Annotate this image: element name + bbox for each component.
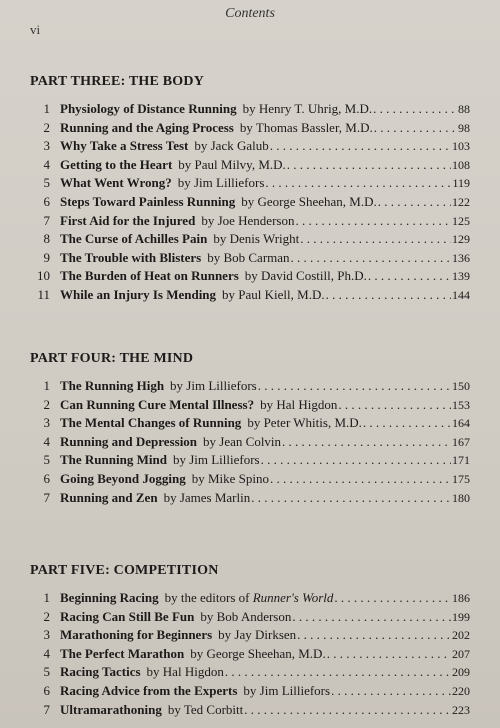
chapter-number: 6 — [43, 682, 50, 698]
page-ref: 108 — [452, 157, 470, 172]
chapter-author — [178, 156, 286, 174]
author-text: by Jim Lilliefors — [243, 682, 331, 698]
dot-leader — [368, 267, 451, 285]
page-ref: 202 — [452, 628, 470, 643]
chapter-title: Racing Tactics — [60, 664, 141, 680]
dot-leader — [265, 174, 451, 192]
chapter-number: 2 — [43, 608, 50, 624]
author-text: by Denis Wright — [213, 231, 300, 247]
chapter-author — [194, 137, 268, 155]
dot-leader — [297, 626, 451, 644]
toc-entry — [30, 119, 470, 138]
toc-entry — [30, 193, 470, 212]
chapter-title: Running and Zen — [60, 489, 158, 505]
chapter-author — [164, 489, 251, 507]
chapter-author — [241, 193, 377, 211]
toc-entry — [30, 286, 470, 305]
chapter-title: Racing Can Still Be Fun — [60, 608, 195, 624]
chapter-title: Marathoning for Beginners — [60, 627, 213, 643]
part-five-section — [30, 563, 470, 719]
chapter-number: 8 — [43, 231, 50, 247]
author-text: by Joe Henderson — [201, 212, 295, 228]
chapter-author — [222, 286, 325, 304]
page-ref: 136 — [452, 250, 470, 265]
chapter-title: The Curse of Achilles Pain — [60, 231, 208, 247]
author-text: by Henry T. Uhrig, M.D. — [242, 101, 373, 116]
toc-entry — [30, 396, 470, 415]
part-three-section — [30, 74, 470, 305]
author-text: by David Costill, Ph.D. — [244, 268, 367, 284]
chapter-title: The Mental Changes of Running — [60, 415, 242, 431]
toc-entry — [30, 377, 470, 396]
chapter-number: 5 — [43, 452, 50, 468]
chapter-title: Can Running Cure Mental Illness? — [60, 396, 255, 412]
chapter-number: 10 — [37, 268, 50, 284]
chapter-author — [165, 589, 334, 607]
author-text: by Jim Lilliefors — [170, 378, 257, 393]
chapter-number: 2 — [43, 119, 50, 135]
toc-entry — [30, 589, 470, 608]
chapter-number: 1 — [43, 590, 50, 605]
chapter-author — [260, 396, 337, 414]
toc-entry — [30, 267, 470, 286]
toc-entry — [30, 645, 470, 664]
toc-entry — [30, 489, 470, 508]
toc-entry — [30, 626, 470, 645]
dot-leader — [378, 193, 451, 211]
chapter-author — [243, 682, 330, 700]
toc-entry — [30, 156, 470, 175]
chapter-author — [213, 230, 299, 248]
entry-list — [30, 589, 470, 719]
toc-entry — [30, 174, 470, 193]
chapter-title: What Went Wrong? — [60, 175, 172, 191]
chapter-number: 5 — [43, 175, 50, 191]
chapter-author — [200, 608, 291, 626]
toc-entry — [30, 451, 470, 470]
page-ref: 209 — [452, 665, 470, 680]
author-text: by Jim Lilliefors — [177, 175, 265, 191]
publication-title: Runner's World — [252, 590, 334, 605]
chapter-number: 1 — [43, 378, 50, 393]
chapter-title: The Running High — [60, 378, 165, 393]
part-title: PART THREE: THE BODY — [30, 74, 205, 89]
chapter-title: Ultramarathoning — [60, 701, 162, 717]
dot-leader — [270, 470, 451, 488]
chapter-author — [247, 414, 362, 432]
chapter-title: The Running Mind — [60, 452, 167, 468]
author-text: by Hal Higdon — [260, 396, 338, 412]
page-ref: 129 — [452, 232, 470, 247]
chapter-title: Getting to the Heart — [60, 156, 173, 172]
author-text: by Bob Anderson — [200, 608, 292, 624]
dot-leader — [300, 230, 451, 248]
chapter-author — [203, 433, 281, 451]
chapter-title: Physiology of Distance Running — [60, 101, 237, 116]
chapter-author — [218, 626, 296, 644]
chapter-title: Why Take a Stress Test — [60, 138, 189, 154]
dot-leader — [338, 396, 451, 414]
chapter-author — [207, 249, 289, 267]
chapter-author — [147, 663, 224, 681]
toc-entry — [30, 433, 470, 452]
dot-leader — [334, 589, 451, 607]
dot-leader — [363, 414, 451, 432]
chapter-author — [190, 645, 326, 663]
page-ref: 207 — [452, 646, 470, 661]
author-text: by Paul Kiell, M.D. — [222, 286, 325, 302]
dot-leader — [287, 156, 451, 174]
page-ref: 119 — [452, 176, 470, 191]
chapter-number: 1 — [43, 101, 50, 116]
page-ref: 98 — [458, 120, 470, 135]
chapter-author — [173, 451, 260, 469]
author-text: by Paul Milvy, M.D. — [178, 156, 286, 172]
chapter-title: Going Beyond Jogging — [60, 470, 186, 486]
dot-leader — [374, 119, 457, 137]
dot-leader — [244, 701, 451, 719]
author-text: by Jean Colvin — [203, 433, 282, 449]
dot-leader — [327, 645, 451, 663]
author-text: by Jay Dirksen — [218, 627, 297, 643]
chapter-number: 4 — [43, 645, 50, 661]
chapter-number: 6 — [43, 193, 50, 209]
page-ref: 153 — [452, 397, 470, 412]
part-title: PART FIVE: COMPETITION — [30, 563, 219, 578]
author-text: by Thomas Bassler, M.D. — [239, 119, 373, 135]
toc-entry — [30, 137, 470, 156]
dot-leader — [326, 286, 451, 304]
dot-leader — [258, 377, 451, 395]
author-text: by James Marlin — [163, 489, 251, 505]
page-ref: 139 — [452, 269, 470, 284]
chapter-title: The Trouble with Blisters — [60, 249, 202, 265]
chapter-title: Running and the Aging Process — [60, 119, 234, 135]
page-ref: 199 — [452, 609, 470, 624]
chapter-number: 4 — [43, 433, 50, 449]
chapter-author — [170, 377, 257, 395]
chapter-title: Steps Toward Painless Running — [60, 193, 236, 209]
toc-entry — [30, 212, 470, 231]
dot-leader — [225, 663, 451, 681]
page-ref: 164 — [452, 416, 470, 431]
chapter-number: 7 — [43, 212, 50, 228]
chapter-number: 11 — [37, 286, 50, 302]
page-ref: 171 — [452, 453, 470, 468]
page-ref: 186 — [452, 591, 470, 605]
chapter-title: The Burden of Heat on Runners — [60, 268, 239, 284]
chapter-author — [245, 267, 367, 285]
dot-leader — [270, 137, 451, 155]
chapter-title: The Perfect Marathon — [60, 645, 185, 661]
entry-list — [30, 377, 470, 507]
toc-entry — [30, 414, 470, 433]
chapter-title: First Aid for the Injured — [60, 212, 196, 228]
chapter-number: 9 — [43, 249, 50, 265]
entry-list — [30, 100, 470, 305]
toc-entry — [30, 470, 470, 489]
chapter-number: 7 — [43, 489, 50, 505]
toc-entry — [30, 100, 470, 119]
toc-entry — [30, 249, 470, 268]
toc-entry — [30, 230, 470, 249]
author-text: by Jim Lilliefors — [172, 452, 260, 468]
chapter-author — [201, 212, 294, 230]
toc-entry — [30, 608, 470, 627]
chapter-number: 3 — [43, 138, 50, 154]
chapter-number: 7 — [43, 701, 50, 717]
page-ref: 167 — [452, 434, 470, 449]
dot-leader — [373, 100, 457, 118]
page-ref: 144 — [452, 287, 470, 302]
author-text: by Bob Carman — [207, 249, 290, 265]
author-text: by Peter Whitis, M.D. — [247, 415, 362, 431]
chapter-title: While an Injury Is Mending — [60, 286, 217, 302]
dot-leader — [251, 489, 451, 507]
dot-leader — [282, 433, 451, 451]
page-ref: 175 — [452, 471, 470, 486]
author-text: by Hal Higdon — [146, 664, 224, 680]
dot-leader — [292, 608, 451, 626]
page-ref: 122 — [452, 194, 470, 209]
chapter-author — [243, 100, 373, 118]
chapter-number: 4 — [43, 156, 50, 172]
author-text: by Mike Spino — [191, 470, 269, 486]
dot-leader — [331, 682, 451, 700]
dot-leader — [295, 212, 451, 230]
chapter-number: 2 — [43, 396, 50, 412]
chapter-author — [168, 701, 243, 719]
author-text: by George Sheehan, M.D. — [190, 645, 326, 661]
page-ref: 125 — [452, 213, 470, 228]
chapter-title: Racing Advice from the Experts — [60, 682, 238, 698]
running-head: Contents — [225, 6, 275, 21]
chapter-author — [240, 119, 373, 137]
chapter-number: 6 — [43, 470, 50, 486]
chapter-number: 3 — [43, 627, 50, 643]
page-ref: 220 — [452, 683, 470, 698]
dot-leader — [291, 249, 451, 267]
page-ref: 103 — [452, 139, 470, 154]
author-text: by Jack Galub — [194, 138, 269, 154]
part-four-section — [30, 351, 470, 507]
page-ref: 223 — [452, 702, 470, 717]
toc-entry — [30, 663, 470, 682]
toc-entry — [30, 682, 470, 701]
part-title: PART FOUR: THE MIND — [30, 351, 194, 366]
author-text: by the editors of — [164, 590, 250, 605]
chapter-title: Beginning Racing — [60, 590, 159, 605]
page-ref: 150 — [452, 379, 470, 393]
chapter-number: 5 — [43, 664, 50, 680]
chapter-author — [192, 470, 269, 488]
dot-leader — [261, 451, 451, 469]
page-ref: 88 — [458, 102, 470, 116]
author-text: by Ted Corbitt — [167, 701, 244, 717]
page-number: vi — [30, 22, 41, 37]
chapter-title: Running and Depression — [60, 433, 198, 449]
author-text: by George Sheehan, M.D. — [241, 193, 377, 209]
toc-entry — [30, 701, 470, 720]
page-ref: 180 — [452, 490, 470, 505]
chapter-author — [178, 174, 265, 192]
chapter-number: 3 — [43, 415, 50, 431]
